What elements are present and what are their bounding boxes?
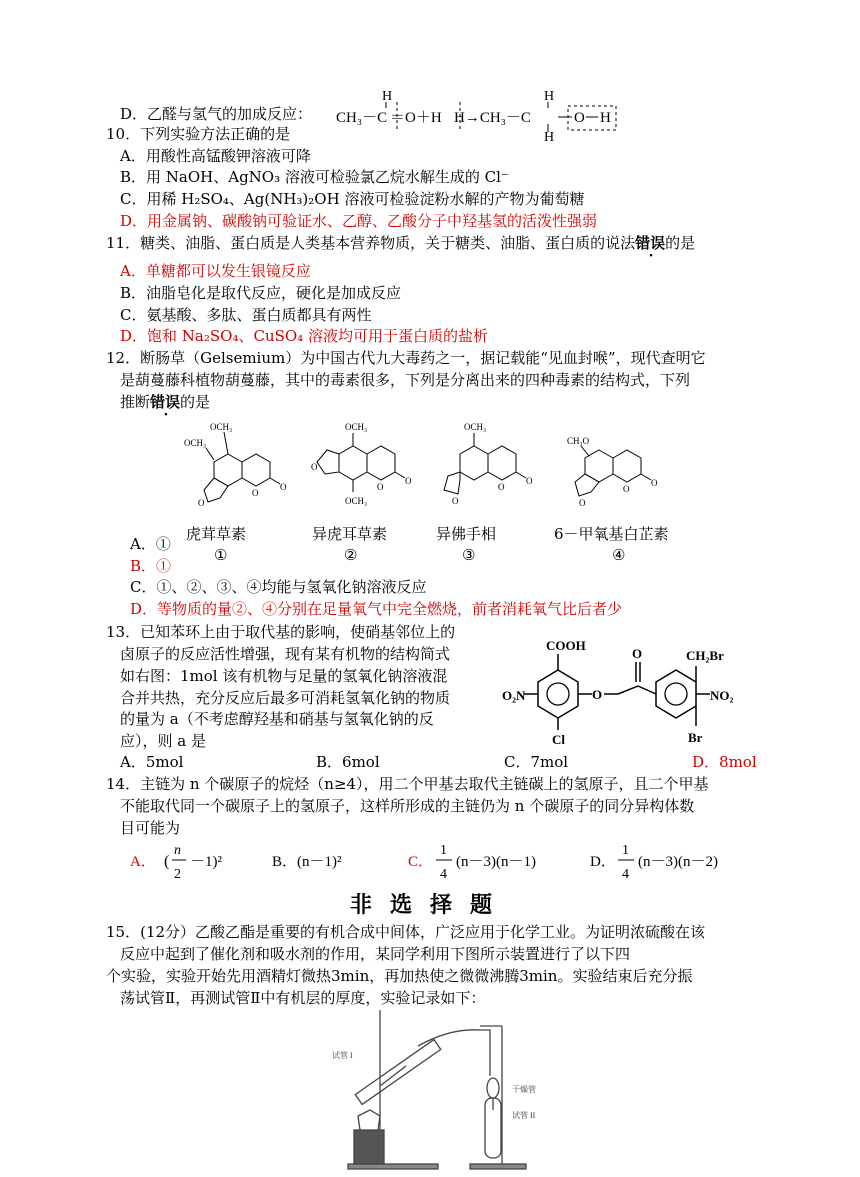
q15-line-1: 15．(12分）乙酸乙酯是重要的有机合成中间体，广泛应用于化学工业。为证明浓硫酸在该 xyxy=(106,923,706,941)
svg-text:n: n xyxy=(174,843,181,858)
q13-option-c: C．7mol xyxy=(504,753,569,771)
svg-text:OCH₃: OCH₃ xyxy=(210,422,233,432)
q12-stem-3: 推断错误的是 xyxy=(120,393,211,411)
svg-text:CH₃O: CH₃O xyxy=(567,436,590,446)
q10-stem: 10．下列实验方法正确的是 xyxy=(106,125,291,143)
q11-option-b: B．油脂皂化是取代反应，硬化是加成反应 xyxy=(120,284,402,302)
q13-option-b: B．6mol xyxy=(316,753,380,771)
q12-option-d: D．等物质的量②、④分别在足量氧气中完全燃烧，前者消耗氧气比后者少 xyxy=(130,600,623,618)
svg-text:O: O xyxy=(651,478,658,488)
svg-text:Cl: Cl xyxy=(552,732,565,747)
svg-text:OCH₃: OCH₃ xyxy=(345,496,368,506)
q15-line-4: 荡试管Ⅱ，再测试管Ⅱ中有机层的厚度，实验记录如下： xyxy=(120,989,486,1007)
svg-text:4: 4 xyxy=(440,867,447,882)
svg-text:O: O xyxy=(280,482,287,492)
q13-structure xyxy=(500,630,770,750)
mol-4-num: ④ xyxy=(612,546,626,564)
svg-text:OCH₃: OCH₃ xyxy=(345,422,368,432)
q12-stem-1: 12．断肠草（Gelsemium）为中国古代九大毒药之一，据记载能“见血封喉”，现代查明它 xyxy=(106,349,706,367)
mol-4-name: 6－甲氧基白芷素 xyxy=(554,525,669,543)
svg-text:O: O xyxy=(632,646,643,661)
eq-mid: ＝O＋H xyxy=(390,110,442,126)
q13-line-1: 13．已知苯环上由于取代基的影响，使硝基邻位上的 xyxy=(106,623,456,641)
molecule-4 xyxy=(567,436,658,508)
q14-options xyxy=(120,838,760,884)
svg-text:1: 1 xyxy=(622,843,629,858)
eq-left: CH₃－C xyxy=(336,110,388,126)
q12-stem-2: 是葫蔓藤科植物葫蔓藤，其中的毒素很多，下列是分离出来的四种毒素的结构式，下列 xyxy=(120,371,691,389)
q10-option-d: D．用金属钠、碳酸钠可验证水、乙醇、乙酸分子中羟基氢的活泼性强弱 xyxy=(120,212,598,230)
svg-text:O: O xyxy=(252,488,259,498)
q13-line-2: 卤原子的反应活性增强，现有某有机物的结构简式 xyxy=(120,645,451,663)
q12-structures xyxy=(180,420,660,520)
q15-line-3: 个实验，实验开始先用酒精灯微热3min，再加热使之微微沸腾3min。实验结束后充分振 xyxy=(106,967,693,985)
q14-line-3: 目可能为 xyxy=(120,819,181,837)
svg-text:O₂N: O₂N xyxy=(502,688,526,703)
svg-text:试管 I: 试管 I xyxy=(332,1051,353,1060)
mol-3-name: 异佛手相 xyxy=(436,525,497,543)
eq-h: H→CH₃－C xyxy=(454,110,531,126)
q13-line-4: 合并共热，充分反应后最多可消耗氢氧化钠的物质 xyxy=(120,689,451,707)
svg-text:NO₂: NO₂ xyxy=(710,688,734,703)
svg-text:CH₂Br: CH₂Br xyxy=(686,648,724,663)
mol-2-num: ② xyxy=(344,546,358,564)
q13-option-d: D．8mol xyxy=(692,753,757,771)
svg-text:A．: A． xyxy=(130,854,156,870)
svg-text:(: ( xyxy=(164,853,170,870)
h-top-1: H xyxy=(382,89,393,104)
svg-text:干燥管: 干燥管 xyxy=(512,1085,536,1094)
svg-text:O: O xyxy=(452,496,459,506)
q13-line-5: 的量为 a（不考虑醇羟基和硝基与氢氧化钠的反 xyxy=(120,710,434,728)
eq-h-end: H xyxy=(600,110,611,126)
svg-text:OCH₃: OCH₃ xyxy=(184,438,207,448)
svg-text:O: O xyxy=(526,476,533,486)
q11-option-d: D．饱和 Na₂SO₄、CuSO₄ 溶液均可用于蛋白质的盐析 xyxy=(120,327,488,345)
molecule-3 xyxy=(444,422,533,506)
svg-text:OCH₃: OCH₃ xyxy=(464,422,487,432)
h-top-2: H xyxy=(544,89,555,104)
q15-line-2: 反应中起到了催化剂和吸水剂的作用，某同学利用下图所示装置进行了以下四 xyxy=(120,945,631,963)
mol-1-name: 虎茸草素 xyxy=(186,525,247,543)
svg-text:O: O xyxy=(498,482,505,492)
eq-right: O xyxy=(574,110,585,126)
q11-option-c: C．氨基酸、多肽、蛋白质都具有两性 xyxy=(120,306,372,324)
svg-text:(n－3)(n－1): (n－3)(n－1) xyxy=(456,854,536,870)
svg-text:O: O xyxy=(592,687,603,702)
q11-stem: 11．糖类、油脂、蛋白质是人类基本营养物质，关于糖类、油脂、蛋白质的说法错误的是 xyxy=(106,234,696,252)
molecule-1 xyxy=(184,422,287,508)
q11-option-a: A．单糖都可以发生银镜反应 xyxy=(120,262,311,280)
q12-option-c: C．①、②、③、④均能与氢氧化钠溶液反应 xyxy=(130,578,427,596)
svg-text:D．: D． xyxy=(590,854,616,870)
svg-text:(n－3)(n－2): (n－3)(n－2) xyxy=(638,854,718,870)
molecule-2 xyxy=(311,422,412,506)
q13-line-3: 如右图：1mol 该有机物与足量的氢氧化钠溶液混 xyxy=(120,667,448,685)
svg-text:O: O xyxy=(405,476,412,486)
mol-3-num: ③ xyxy=(462,546,476,564)
svg-text:B．(n－1)²: B．(n－1)² xyxy=(272,854,342,870)
svg-text:2: 2 xyxy=(174,867,181,882)
svg-text:O: O xyxy=(623,484,630,494)
svg-text:4: 4 xyxy=(622,867,629,882)
q10-option-b: B．用 NaOH、AgNO₃ 溶液可检验氯乙烷水解生成的 Cl⁻ xyxy=(120,168,509,186)
h-bot: H xyxy=(544,130,555,144)
mol-2-name: 异虎耳草素 xyxy=(312,525,388,543)
q10-option-c: C．用稀 H₂SO₄、Ag(NH₃)₂OH 溶液可检验淀粉水解的产物为葡萄糖 xyxy=(120,190,585,208)
svg-text:C．: C． xyxy=(408,854,434,870)
svg-text:试管 II: 试管 II xyxy=(512,1111,536,1120)
svg-text:O: O xyxy=(377,482,384,492)
q9-option-d-label: D．乙醛与氢气的加成反应： xyxy=(120,105,313,123)
svg-text:O: O xyxy=(198,498,205,508)
svg-text:－1)²: －1)² xyxy=(190,854,222,870)
q9-equation xyxy=(330,84,630,144)
mol-1-num: ① xyxy=(214,546,228,564)
q10-option-a: A．用酸性高锰酸钾溶液可降 xyxy=(120,147,311,165)
q14-line-2: 不能取代同一个碳原子上的氢原子，这样所形成的主链仍为 n 个碳原子的同分异构体数 xyxy=(120,797,695,815)
section-title: 非选择题 xyxy=(349,892,510,918)
q13-option-a: A．5mol xyxy=(120,753,184,771)
svg-text:O: O xyxy=(579,498,586,508)
svg-text:O: O xyxy=(311,462,318,472)
q12-option-a: A．① xyxy=(130,535,171,553)
q12-option-b: B．① xyxy=(130,557,172,575)
svg-text:1: 1 xyxy=(440,843,447,858)
q15-apparatus xyxy=(330,1006,570,1172)
svg-text:COOH: COOH xyxy=(546,638,586,653)
svg-text:Br: Br xyxy=(688,730,703,745)
q14-line-1: 14．主链为 n 个碳原子的烷烃（n≥4），用二个甲基去取代主链碳上的氢原子，且二个甲基 xyxy=(106,775,709,793)
q13-line-6: 应），则 a 是 xyxy=(120,732,206,750)
